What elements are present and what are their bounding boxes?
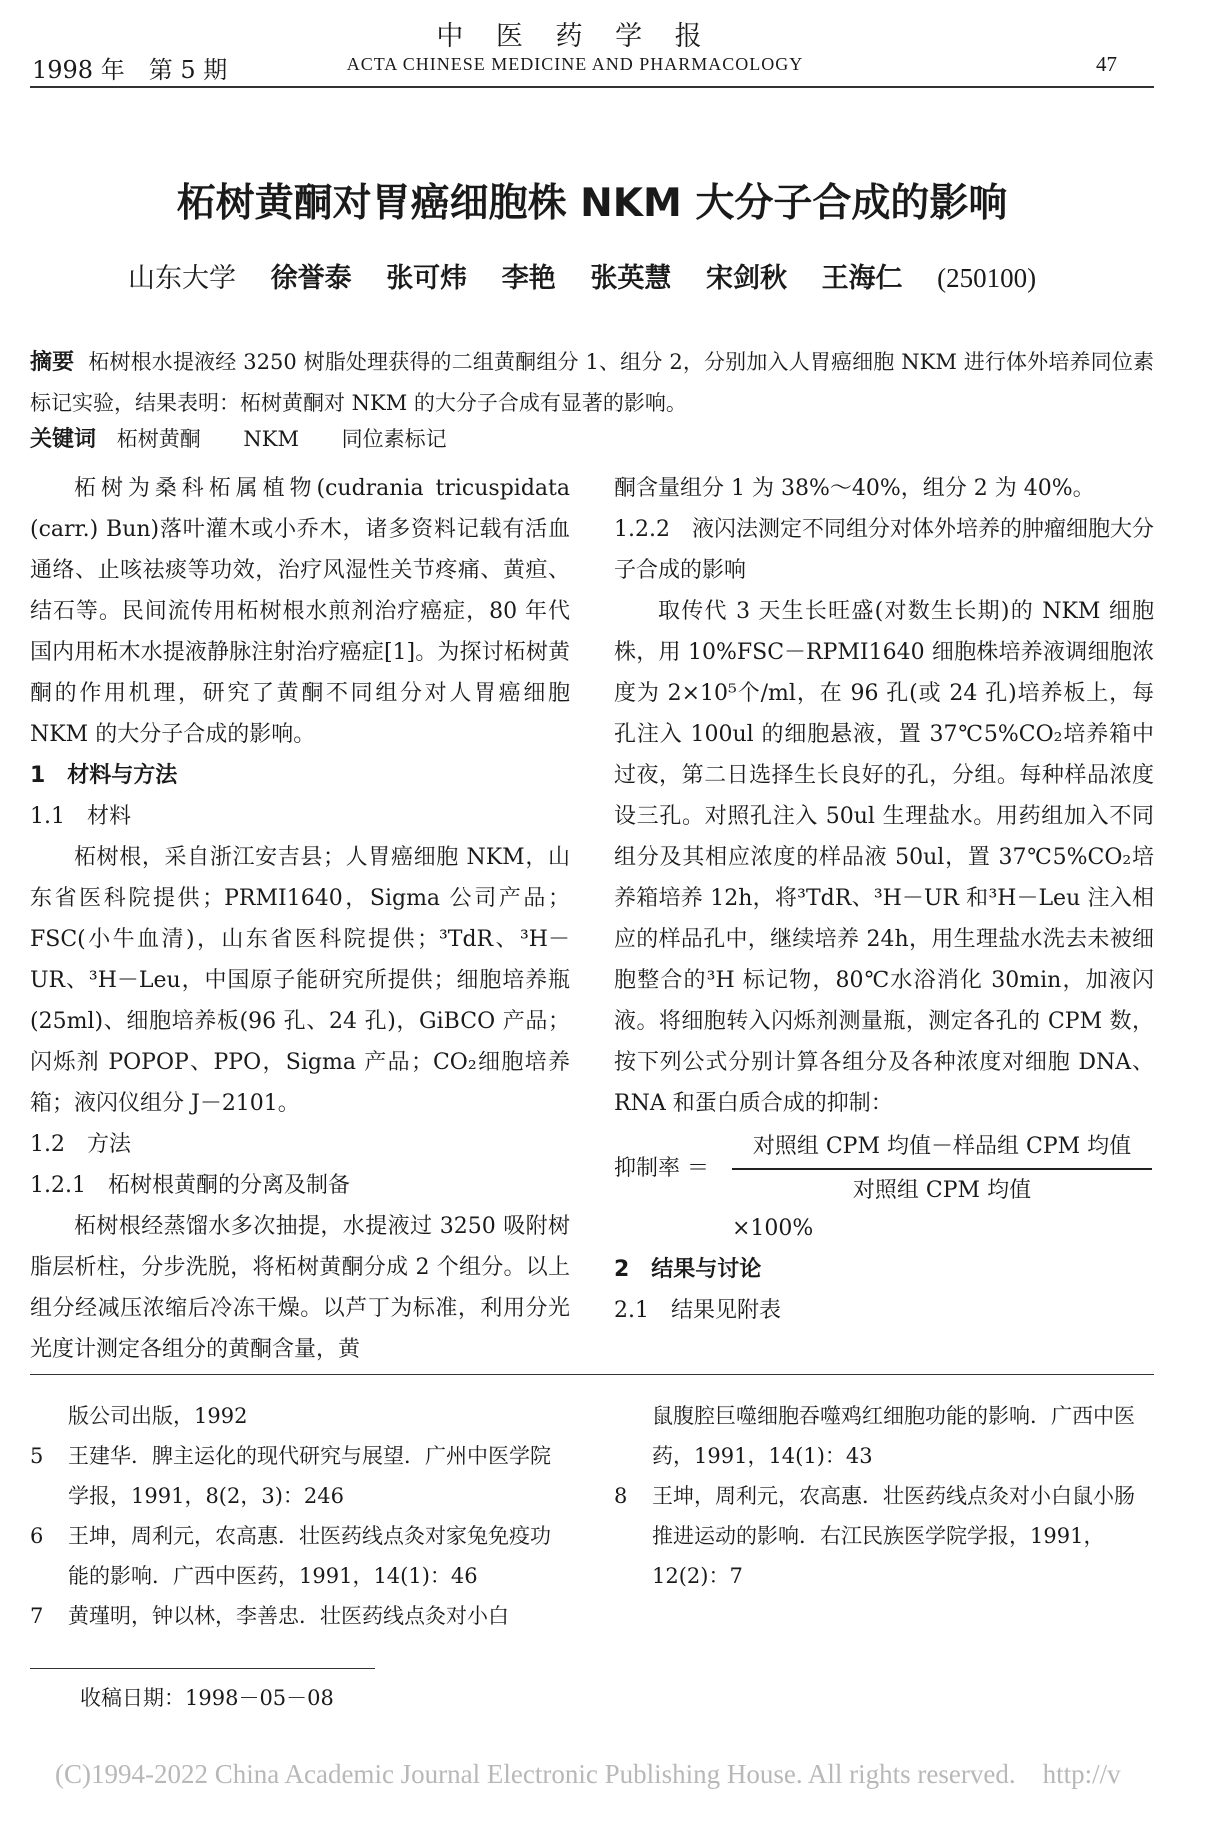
- reference-number: 7: [30, 1604, 44, 1628]
- inhibition-formula: [614, 1126, 1154, 1208]
- author: 王海仁: [821, 263, 903, 294]
- author: 张可炜: [386, 263, 468, 294]
- footnote-rule: [30, 1668, 375, 1669]
- reference-text: 王坤，周利元，农高惠．壮医药线点灸对小白鼠小肠推进运动的影响．右江民族医学院学报，1991，12(2)：7: [652, 1484, 1135, 1588]
- body-column-right: [614, 468, 1154, 1331]
- intro-paragraph: 柘树为桑科柘属植物(cudrania tricuspidata (carr.) Bun)落叶灌木或小乔木，诸多资料记载有活血通络、止咳祛痰等功效，治疗风湿性关节疼痛、黄疸、结石等。民间流传用柘树根水煎剂治疗癌症，80 年代国内用柘木水提液静脉注射治疗癌症[1]。为探讨柘树黄酮的作用机理，研究了黄酮不同组分对人胃癌细胞 NKM 的大分子合成的影响。: [30, 476, 570, 747]
- reference-text: 王坤，周利元，农高惠．壮医药线点灸对家兔免疫功能的影响．广西中医药，1991，14(1)：46: [68, 1524, 551, 1588]
- references-left: [30, 1396, 570, 1636]
- reference-item: [30, 1396, 570, 1436]
- page-number: 47: [1096, 52, 1117, 76]
- received-date: 收稿日期：1998－05－08: [80, 1686, 334, 1710]
- reference-text: 黄瑾明，钟以林，李善忠．壮医药线点灸对小白: [68, 1604, 509, 1628]
- reference-number: [30, 1396, 68, 1436]
- formula-numerator: 对照组 CPM 均值－样品组 CPM 均值: [752, 1134, 1132, 1159]
- reference-text: 版公司出版，1992: [68, 1404, 248, 1428]
- author: 宋剑秋: [705, 263, 787, 294]
- formula-lhs: 抑制率 ＝: [614, 1156, 709, 1181]
- journal-title-cn: 中 医 药 学 报: [436, 21, 714, 52]
- references-rule: [30, 1374, 1154, 1375]
- author: 徐誉泰: [270, 263, 352, 294]
- materials-paragraph: 柘树根，采自浙江安吉县；人胃癌细胞 NKM，山东省医科院提供；PRMI1640，Sigma 公司产品；FSC(小牛血清)，山东省医科院提供；³TdR、³H－UR、³H－Leu，中国原子能研究所提供；细胞培养瓶(25ml)、细胞培养板(96 孔、24 孔)，GiBCO 产品；闪烁剂 POPOP、PPO，Sigma 产品；CO₂细胞培养箱；液闪仪组分 J－2101。: [30, 845, 570, 1116]
- formula-multiplier: ×100%: [732, 1216, 814, 1241]
- abstract: [30, 342, 1154, 423]
- journal-title-en: ACTA CHINESE MEDICINE AND PHARMACOLOGY: [346, 54, 804, 74]
- subsubsection-heading: 1.2.1 柘树根黄酮的分离及制备: [30, 1173, 350, 1198]
- keywords: [30, 422, 483, 453]
- preparation-paragraph: 柘树根经蒸馏水多次抽提，水提液过 3250 吸附树脂层析柱，分步洗脱，将柘树黄酮分成 2 个组分。以上组分经减压浓缩后冷冻干燥。以芦丁为标准，利用分光光度计测定各组分的黄酮含量，黄: [30, 1214, 570, 1362]
- subsection-heading: 1.1 材料: [30, 804, 131, 829]
- header-rule: [30, 86, 1154, 88]
- reference-number: 6: [30, 1524, 44, 1548]
- reference-text: 王建华．脾主运化的现代研究与展望．广州中医学院学报，1991，8(2，3)：246: [68, 1444, 551, 1508]
- formula-denominator: 对照组 CPM 均值: [852, 1178, 1032, 1203]
- author-line: [128, 256, 1036, 295]
- references-right: [614, 1396, 1154, 1596]
- preparation-paragraph-cont: 酮含量组分 1 为 38%～40%，组分 2 为 40%。: [614, 476, 1095, 501]
- subsection-heading: 2.1 结果见附表: [614, 1298, 781, 1323]
- keyword: 同位素标记: [341, 427, 447, 451]
- abstract-text: 柘树根水提液经 3250 树脂处理获得的二组黄酮组分 1、组分 2，分别加入人胃癌细胞 NKM 进行体外培养同位素标记实验，结果表明：柘树黄酮对 NKM 的大分子合成有显著的影响。: [30, 350, 1154, 415]
- keyword: NKM: [243, 427, 299, 451]
- keywords-label: 关键词: [30, 427, 97, 452]
- reference-item: [30, 1516, 570, 1596]
- author: 张英慧: [590, 263, 672, 294]
- reference-item: [614, 1476, 1154, 1596]
- postcode: (250100): [937, 263, 1037, 293]
- affiliation: 山东大学: [128, 263, 236, 294]
- reference-text: 鼠腹腔巨噬细胞吞噬鸡红细胞功能的影响．广西中医药，1991，14(1)：43: [652, 1404, 1135, 1468]
- method-paragraph: 取传代 3 天生长旺盛(对数生长期)的 NKM 细胞株，用 10%FSC－RPMI1640 细胞株培养液调细胞浓度为 2×10⁵个/ml，在 96 孔(或 24 孔)培养板上，每孔注入 100ul 的细胞悬液，置 37℃5%CO₂培养箱中过夜，第二日选择生长良好的孔，分组。每种样品浓度设三孔。对照孔注入 50ul 生理盐水。用药组加入不同组分及其相应浓度的样品液 50ul，置 37℃5%CO₂培养箱培养 12h，将³TdR、³H－UR 和³H－Leu 注入相应的样品孔中，继续培养 24h，用生理盐水洗去未被细胞整合的³H 标记物，80℃水浴消化 30min，加液闪液。将细胞转入闪烁剂测量瓶，测定各孔的 CPM 数，按下列公式分别计算各组分及各种浓度对细胞 DNA、RNA 和蛋白质合成的抑制：: [614, 599, 1154, 1116]
- keyword: 柘树黄酮: [116, 427, 201, 451]
- body-column-left: [30, 468, 570, 1370]
- reference-item: [30, 1436, 570, 1516]
- reference-item: [30, 1596, 570, 1636]
- issue-label: 1998 年 第 5 期: [32, 56, 228, 84]
- article-title: 柘树黄酮对胃癌细胞株 NKM 大分子合成的影响: [176, 181, 1008, 226]
- section-heading: 1 材料与方法: [30, 763, 178, 788]
- reference-number: 8: [614, 1484, 628, 1508]
- reference-number: [614, 1396, 652, 1476]
- reference-number: 5: [30, 1444, 44, 1468]
- subsubsection-heading: 1.2.2 液闪法测定不同组分对体外培养的肿瘤细胞大分子合成的影响: [614, 517, 1154, 583]
- copyright-watermark: (C)1994-2022 China Academic Journal Electronic Publishing House. All rights reserved. http://v: [55, 1759, 1121, 1789]
- author: 李艳: [501, 263, 556, 294]
- reference-item: [614, 1396, 1154, 1476]
- subsection-heading: 1.2 方法: [30, 1132, 131, 1157]
- section-heading: 2 结果与讨论: [614, 1257, 762, 1282]
- abstract-label: 摘要: [30, 350, 75, 375]
